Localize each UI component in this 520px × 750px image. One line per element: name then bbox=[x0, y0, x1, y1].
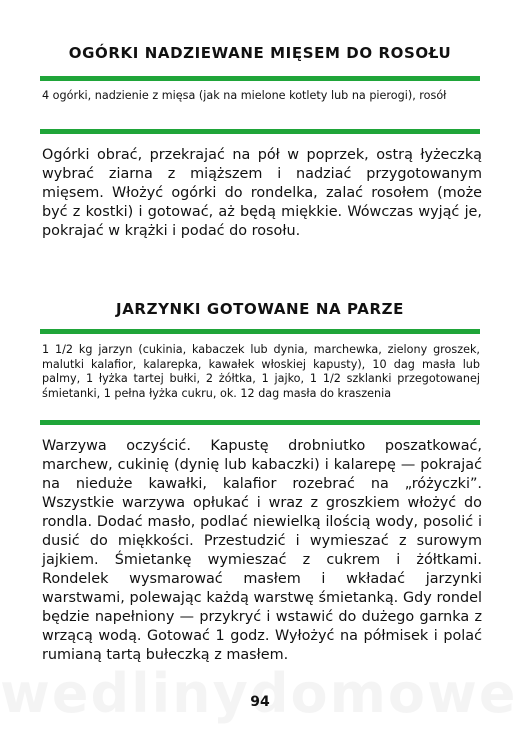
green-rule-bottom bbox=[40, 420, 480, 425]
green-rule-top bbox=[40, 329, 480, 334]
ingredients-jarzynki: 1 1/2 kg jarzyn (cukinia, kabaczek lub dynia, marchewka, zielony groszek, malutki kalafior, kalarepka, kawałek włoskiej kapusty), 10 dag masła lub palmy, 1 łyżka tartej bułki, 2 żółtka, 1 jajko, 1 1/2 szklanki przegotowanej śmietanki, 1 pełna łyżka cukru, ok. 12 dag masła do kraszenia bbox=[42, 343, 480, 400]
page-number: 94 bbox=[250, 694, 270, 710]
method-jarzynki: Warzywa oczyścić. Kapustę drobniutko poszatkować, marchew, cukinię (dynię lub kabaczki) i kalarepę — pokrajać na nieduże kawałki, kalafior rozebrać na „różyczki”. Wszystkie warzywa opłukać i wraz z groszkiem włożyć do rondla. Dodać masło, podlać niewielką ilością wody, posolić i dusić do miękkości. Przestudzić i wymieszać z surowym jajkiem. Śmietankę wymieszać z cukrem i żółtkami. Rondelek wysmarować masłem i wkładać jarzynki warstwami, polewając każdą warstwę śmietanką. Gdy rondel będzie napełniony — przykryć i wstawić do dużego garnka z wrzącą wodą. Gotować 1 godz. Wyłożyć na półmisek i polać rumianą tartą bułeczką z masłem. bbox=[42, 438, 482, 663]
recipe-title-ogorki: OGÓRKI NADZIEWANE MIĘSEM DO ROSOŁU bbox=[68, 44, 452, 62]
green-rule-bottom bbox=[40, 129, 480, 134]
method-ogorki: Ogórki obrać, przekrajać na pół w poprzek, ostrą łyżeczką wybrać ziarna z miąższem i nadziać przygotowanym mięsem. Włożyć ogórki do rondelka, zalać rosołem (może być z kostki) i gotować, aż będą miękkie. Wówczas wyjąć je, pokrajać w krążki i podać do rosołu. bbox=[42, 147, 482, 239]
ingredients-ogorki: 4 ogórki, nadzienie z mięsa (jak na mielone kotlety lub na pierogi), rosół bbox=[42, 89, 447, 102]
recipe-title-jarzynki: JARZYNKI GOTOWANE NA PARZE bbox=[116, 300, 404, 318]
green-rule-top bbox=[40, 76, 480, 81]
